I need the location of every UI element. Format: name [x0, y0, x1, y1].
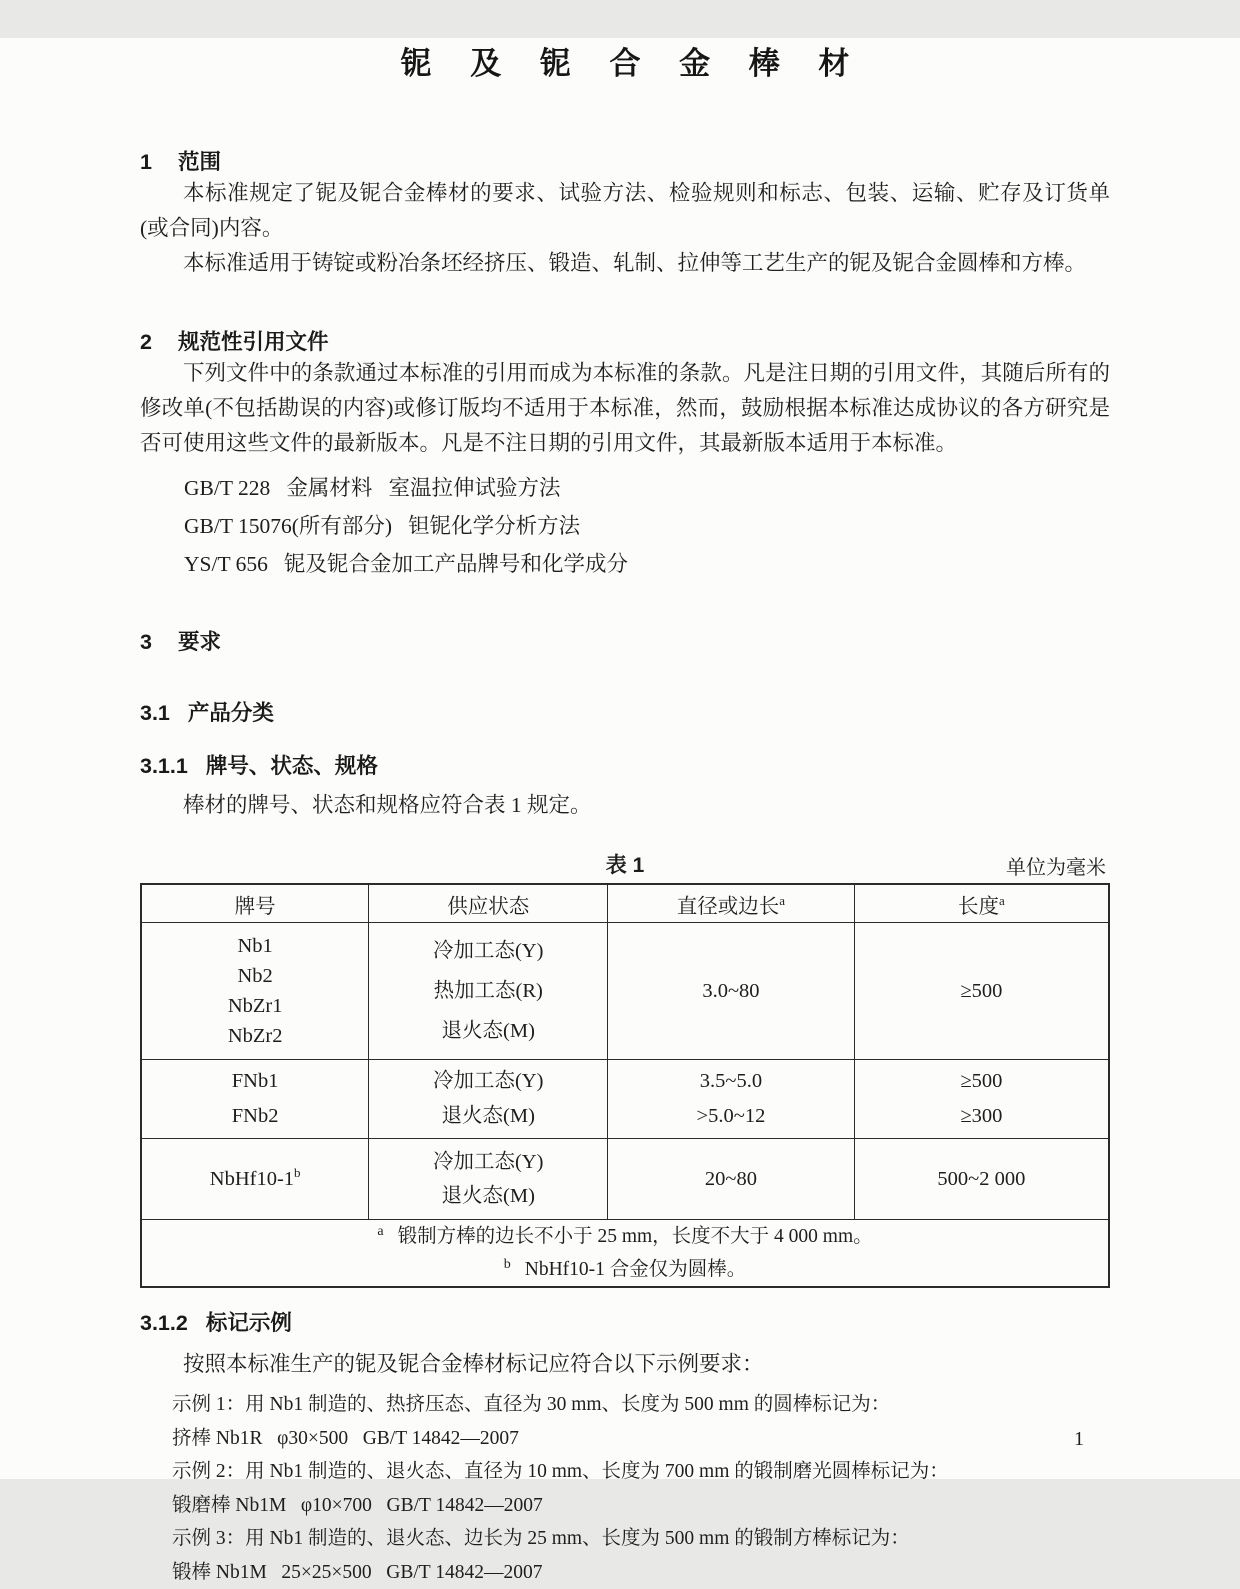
section-1-number: 1 [140, 150, 152, 175]
table-1 [140, 883, 1110, 1288]
cell-grades: FNb1 FNb2 [141, 1060, 369, 1139]
column-header-diameter: 直径或边长$^a$ [608, 884, 855, 923]
reference-item: GB/T 15076(所有部分) 钽铌化学分析方法 [140, 507, 1110, 545]
example-line: 示例 3：用 Nb1 制造的、退火态、边长为 25 mm、长度为 500 mm 的锻制方棒标记为： [140, 1522, 1110, 1556]
section-2-heading [140, 325, 1110, 356]
footnote-marker: b [504, 1257, 511, 1272]
cell-size: 3.0~80 [608, 923, 855, 1060]
section-3-title: 要求 [178, 630, 221, 654]
section-1-paragraph-2: 本标准适用于铸锭或粉冶条坯经挤压、锻造、轧制、拉伸等工艺生产的铌及铌合金圆棒和方棒。 [140, 246, 1110, 281]
table-1-unit-note: 单位为毫米 [1006, 851, 1106, 880]
example-line: 挤棒 Nb1R φ30×500 GB/T 14842—2007 [140, 1422, 1110, 1456]
cell-states: 冷加工态(Y) 退火态(M) [369, 1139, 608, 1220]
table-1-caption: 表 1 [140, 849, 1110, 879]
marking-examples-list [140, 1388, 1110, 1589]
section-3-1-number: 3.1 [140, 701, 170, 726]
section-3-1-1-number: 3.1.1 [140, 754, 188, 779]
table-row [141, 1139, 1109, 1220]
cell-size: 3.5~5.0 >5.0~12 [608, 1060, 855, 1139]
table-1-caption-row [140, 849, 1110, 883]
section-2-number: 2 [140, 330, 152, 355]
example-line: 锻磨棒 Nb1M φ10×700 GB/T 14842—2007 [140, 1489, 1110, 1523]
example-line: 示例 1：用 Nb1 制造的、热挤压态、直径为 30 mm、长度为 500 mm 的圆棒标记为： [140, 1388, 1110, 1422]
section-3-1-1-title: 牌号、状态、规格 [206, 754, 378, 778]
column-header-grade: 牌号 [141, 884, 369, 923]
cell-grades: Nb1 Nb2 NbZr1 NbZr2 [141, 923, 369, 1060]
footnote-b: $^b$ NbHf10-1 合金仅为圆棒。 [142, 1253, 1108, 1286]
table-row [141, 1060, 1109, 1139]
page-number: 1 [1074, 1428, 1084, 1451]
section-1-title: 范围 [178, 150, 221, 174]
section-2-paragraph-1: 下列文件中的条款通过本标准的引用而成为本标准的条款。凡是注日期的引用文件，其随后所有的修改单(不包括勘误的内容)或修订版均不适用于本标准，然而，鼓励根据本标准达成协议的各方研究是否可使用这些文件的最新版本。凡是不注日期的引用文件，其最新版本适用于本标准。 [140, 356, 1110, 461]
cell-states: 冷加工态(Y) 退火态(M) [369, 1060, 608, 1139]
section-3-1-1-paragraph: 棒材的牌号、状态和规格应符合表 1 规定。 [140, 788, 1110, 823]
cell-length: 500~2 000 [854, 1139, 1109, 1220]
section-3-1-2-paragraph: 按照本标准生产的铌及铌合金棒材标记应符合以下示例要求： [140, 1347, 1110, 1382]
cell-length: ≥500 [854, 923, 1109, 1060]
table-row [141, 923, 1109, 1060]
section-3-number: 3 [140, 630, 152, 655]
section-3-1-heading [140, 696, 1110, 727]
footnote-a: $^a$ 锻制方棒的边长不小于 25 mm，长度不大于 4 000 mm。 [142, 1220, 1108, 1253]
document-page [0, 38, 1240, 1479]
table-footnote-row [141, 1220, 1109, 1288]
column-header-length: 长度$^a$ [854, 884, 1109, 923]
example-line: 示例 2：用 Nb1 制造的、退火态、直径为 10 mm、长度为 700 mm 的锻制磨光圆棒标记为： [140, 1455, 1110, 1489]
section-3-heading [140, 625, 1110, 656]
cell-size: 20~80 [608, 1139, 855, 1220]
section-3-1-1-heading [140, 749, 1110, 780]
section-1-heading [140, 145, 1110, 176]
footnote-marker: b [294, 1165, 301, 1180]
cell-length: ≥500 ≥300 [854, 1060, 1109, 1139]
table-footnotes [141, 1220, 1109, 1288]
cell-grades: NbHf10-1$^b$ [141, 1139, 369, 1220]
example-line: 锻棒 Nb1M 25×25×500 GB/T 14842—2007 [140, 1556, 1110, 1589]
footnote-marker: a [779, 893, 785, 908]
reference-item: GB/T 228 金属材料 室温拉伸试验方法 [140, 469, 1110, 507]
cell-states: 冷加工态(Y) 热加工态(R) 退火态(M) [369, 923, 608, 1060]
normative-references-list [140, 469, 1110, 583]
footnote-marker: a [377, 1224, 383, 1239]
section-3-1-2-title: 标记示例 [206, 1311, 292, 1335]
footnote-marker: a [999, 893, 1005, 908]
section-3-1-2-number: 3.1.2 [140, 1311, 188, 1336]
reference-item: YS/T 656 铌及铌合金加工产品牌号和化学成分 [140, 545, 1110, 583]
column-header-supply-state: 供应状态 [369, 884, 608, 923]
section-3-1-2-heading [140, 1306, 1110, 1337]
table-1-header-row [141, 884, 1109, 923]
section-2-title: 规范性引用文件 [178, 330, 329, 354]
section-1-paragraph-1: 本标准规定了铌及铌合金棒材的要求、试验方法、检验规则和标志、包装、运输、贮存及订货单(或合同)内容。 [140, 176, 1110, 246]
document-title: 铌 及 铌 合 金 棒 材 [140, 38, 1110, 83]
section-3-1-title: 产品分类 [188, 701, 274, 725]
